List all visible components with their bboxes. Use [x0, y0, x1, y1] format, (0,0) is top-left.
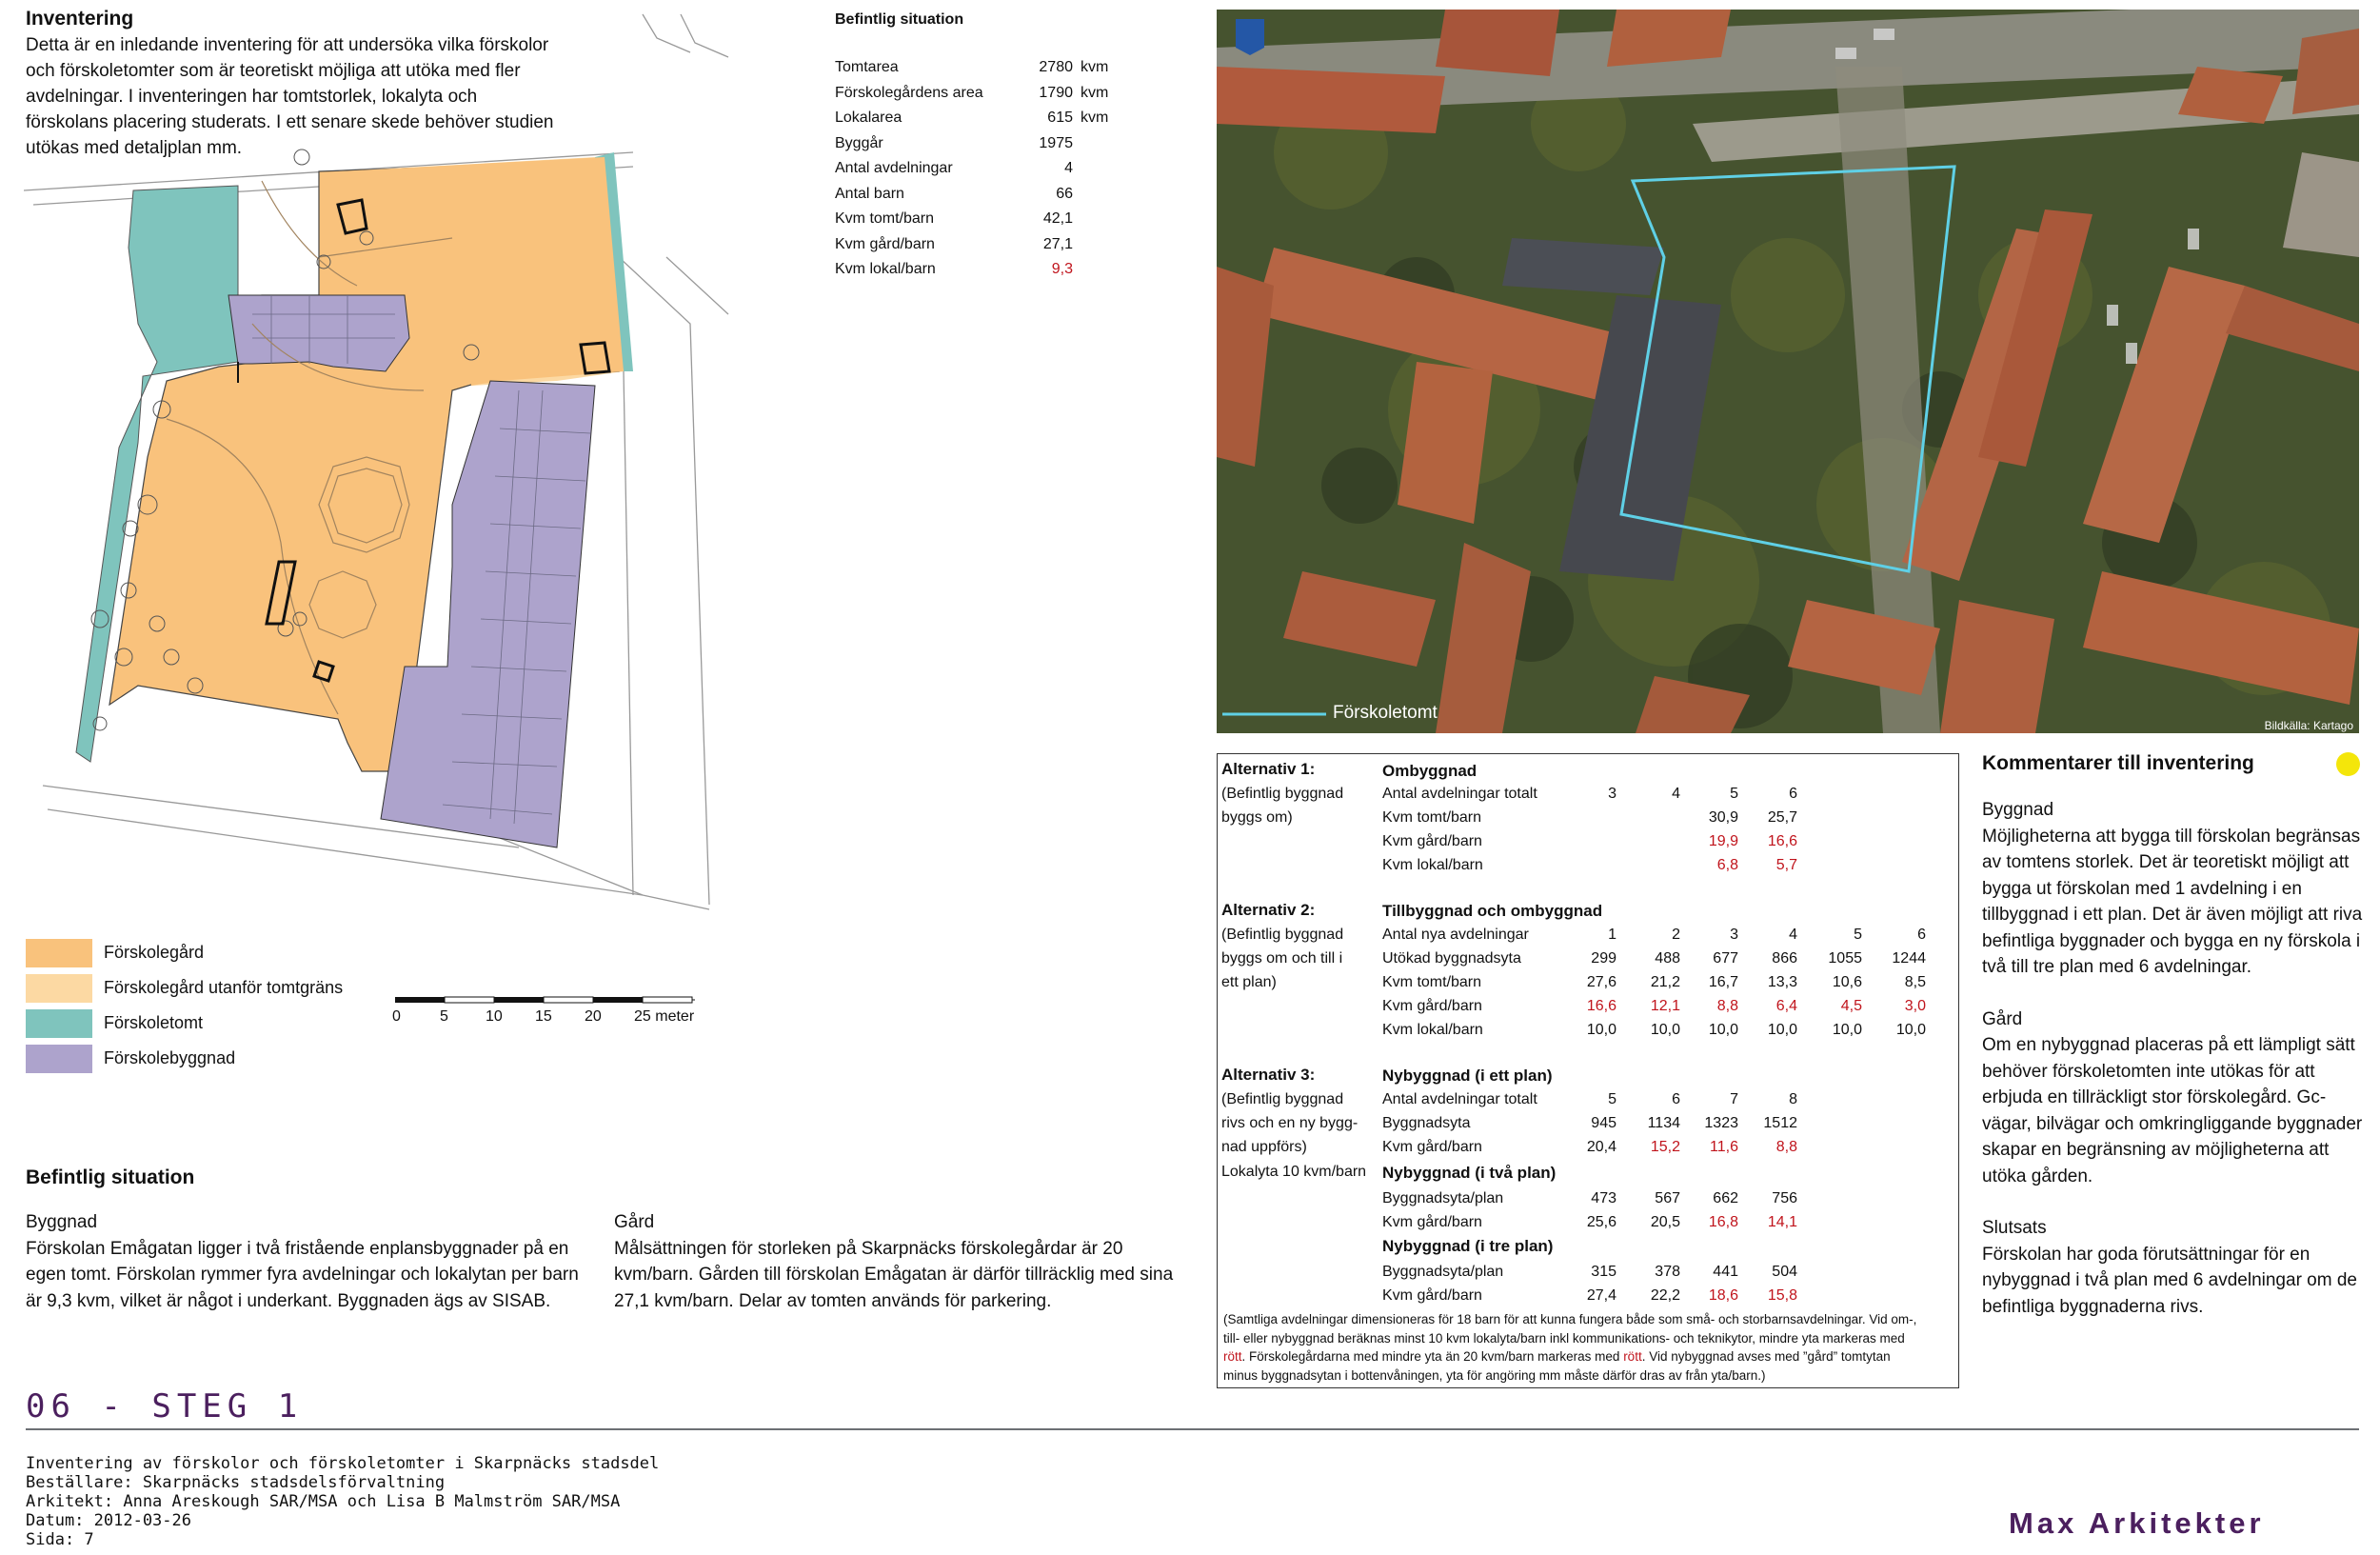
- footer-line: Sida: 7: [26, 1530, 94, 1549]
- comments-slutsats-heading: Slutsats: [1982, 1218, 2047, 1238]
- alt-row-label: Kvm gård/barn: [1382, 998, 1482, 1014]
- alt-row-value: 16,6: [1767, 833, 1797, 849]
- alt-row-value: 315: [1591, 1264, 1616, 1280]
- alt-row-value: 2: [1672, 927, 1680, 943]
- alt-row-value: 10,0: [1895, 1022, 1926, 1038]
- alt-row-label: Antal avdelningar totalt: [1382, 1091, 1537, 1107]
- alt-row-label: Kvm gård/barn: [1382, 1287, 1482, 1304]
- scale-tick: 25 meter: [634, 1008, 695, 1025]
- alt-row-value: 6,8: [1716, 857, 1738, 873]
- alt-row-value: 30,9: [1708, 809, 1738, 826]
- alt-row-value: 10,0: [1650, 1022, 1680, 1038]
- alt-row-value: 16,6: [1586, 998, 1616, 1014]
- footer-line: Arkitekt: Anna Areskough SAR/MSA och Lisa B Malmström SAR/MSA: [26, 1492, 621, 1511]
- stats-row: Tomtarea 2780 kvm: [835, 59, 1109, 76]
- stats-row: Byggår 1975: [835, 134, 1073, 151]
- alt-row-value: [1559, 830, 1616, 853]
- alt-row-value: [1623, 830, 1680, 853]
- alt-row-value: 27,4: [1586, 1287, 1616, 1304]
- photo-credit: Bildkälla: Kartago: [2264, 719, 2353, 732]
- alt-row-value: 299: [1591, 950, 1616, 967]
- comments-byggnad-heading: Byggnad: [1982, 800, 2054, 820]
- alt-row-value: 10,0: [1708, 1022, 1738, 1038]
- alt-row-value: 25,6: [1586, 1214, 1616, 1230]
- comments-gard-heading: Gård: [1982, 1008, 2023, 1029]
- alt-row-value: 10,0: [1832, 1022, 1862, 1038]
- alt-row-value: 8,8: [1716, 998, 1738, 1014]
- legend-item-forskolegard-utanfor: Förskolegård utanför tomtgräns: [26, 970, 343, 1006]
- alt-row-value: 504: [1772, 1264, 1797, 1280]
- scale-tick: 10: [486, 1008, 503, 1025]
- swatch: [26, 939, 92, 967]
- stats-table: [835, 11, 1121, 283]
- alt-row-label: Byggnadsyta/plan: [1382, 1190, 1504, 1206]
- alt2-title: Alternativ 2:: [1221, 901, 1316, 919]
- alt-row-value: 5: [1854, 927, 1862, 943]
- alt1-title: Alternativ 1:: [1221, 760, 1316, 778]
- alt-row-value: 18,6: [1708, 1287, 1738, 1304]
- alt-row-value: 19,9: [1708, 833, 1738, 849]
- alt-row-value: 5: [1730, 786, 1738, 802]
- alt-row-value: [1623, 854, 1680, 877]
- stats-row: Förskolegårdens area 1790 kvm: [835, 84, 1109, 101]
- situation-gard: Gård Målsättningen för storleken på Skarpnäcks förskolegårdar är 20 kvm/barn. Gården till förskolan Emågatan är därför tillräcklig med sina 27,1 kvm/barn. Delar av tomten används för parkering.: [614, 1212, 1174, 1311]
- alt2-desc: (Befintlig byggnad: [1221, 927, 1344, 943]
- alt-row-value: 6: [1917, 927, 1926, 943]
- stats-row: Kvm lokal/barn 9,3: [835, 261, 1073, 278]
- alt3-heading3: Nybyggnad (i tre plan): [1382, 1237, 1554, 1255]
- alt-row-value: 10,0: [1767, 1022, 1797, 1038]
- alt-row-value: 756: [1772, 1190, 1797, 1206]
- legend-item-forskolebyggnad: Förskolebyggnad: [26, 1041, 343, 1076]
- scale-tick: 15: [535, 1008, 552, 1025]
- alt-row-label: Kvm tomt/barn: [1382, 809, 1482, 826]
- site-plan: [24, 10, 738, 919]
- alt-row-value: 15,8: [1767, 1287, 1797, 1304]
- photo-legend-label: Förskoletomt: [1333, 703, 1438, 723]
- alt1-desc: (Befintlig byggnad: [1221, 786, 1344, 802]
- alt-row-value: 27,6: [1586, 974, 1616, 990]
- alternatives-table: [1217, 753, 1959, 1388]
- alt-row-value: 5,7: [1775, 857, 1797, 873]
- situation-byggnad: Byggnad Förskolan Emågatan ligger i två fristående enplansbyggnader på en egen tomt. Förskolan rymmer fyra avdelningar och lokalytan per barn är 9,3 kvm, vilket är något i underkant. Byggnaden ägs av SISAB.: [26, 1212, 579, 1311]
- alt-row-value: 6: [1789, 786, 1797, 802]
- comments-gard: Om en nybyggnad placeras på ett lämpligt sätt behöver förskoletomten inte utökas för att erbjuda en tillräckligt stor förskolegård. Gc-vägar, bilvägar och omkringliggande byggnader skapar en begränsning av möjligheterna att utöka gården.: [1982, 1035, 2363, 1186]
- intro-title: Inventering: [26, 8, 134, 30]
- alt-row-value: 4: [1789, 927, 1797, 943]
- alt-row-value: 8: [1789, 1091, 1797, 1107]
- comments: [1982, 748, 2368, 1320]
- situation-title: Befintlig situation: [26, 1166, 195, 1188]
- alt-row-value: 25,7: [1767, 809, 1797, 826]
- alt-row-value: 3,0: [1904, 998, 1926, 1014]
- alt-row-label: Byggnadsyta: [1382, 1115, 1471, 1131]
- alt-row-value: 945: [1591, 1115, 1616, 1131]
- alt-row-value: 22,2: [1650, 1287, 1680, 1304]
- alt-row-value: 7: [1730, 1091, 1738, 1107]
- alt-row-value: 1: [1608, 927, 1616, 943]
- alt-row-label: Kvm gård/barn: [1382, 833, 1482, 849]
- alt-row-label: Antal nya avdelningar: [1382, 927, 1529, 943]
- alt-row-value: 5: [1608, 1091, 1616, 1107]
- stats-row: Kvm tomt/barn 42,1: [835, 210, 1073, 228]
- alt-row-value: 14,1: [1767, 1214, 1797, 1230]
- alt-row-value: 10,0: [1586, 1022, 1616, 1038]
- footer-divider: [26, 1428, 2359, 1430]
- alt1-desc: byggs om): [1221, 809, 1293, 826]
- alt-row-value: 10,6: [1832, 974, 1862, 990]
- alt-row-value: 1134: [1647, 1115, 1680, 1131]
- alt-row-value: 8,8: [1775, 1139, 1797, 1155]
- alt-row-value: 20,4: [1586, 1139, 1616, 1155]
- footer-line: Beställare: Skarpnäcks stadsdelsförvaltning: [26, 1473, 446, 1492]
- comments-slutsats: Förskolan har goda förutsättningar för en nybyggnad i två plan med 6 avdelningar om de befintliga byggnaderna rivs.: [1982, 1244, 2357, 1317]
- alt-row-value: 378: [1655, 1264, 1680, 1280]
- table-note: (Samtliga avdelningar dimensioneras för 18 barn för att kunna fungera både som små- och storbarnsavdelningar. Vid om-, till- eller nybyggnad beräknas minst 10 kvm lokalyta/barn inkl kommunikations- och teknikytor, mindre yta markeras med rött. Förskolegårdarna med mindre yta än 20 kvm/barn markeras med rött. Vid nybyggnad avses med ”gård” tomtytan minus byggnadsytan i bottenvåningen, yta för angöring mm måste därför dras av från yta/barn.): [1223, 1312, 1917, 1383]
- comments-byggnad: Möjligheterna att bygga till förskolan begränsas av tomtens storlek. Det är teoretiskt möjligt att bygga ut förskolan med 1 avdelning i en tillbyggnad i ett plan. Det är även möjligt att riva befintliga byggnader och bygga en ny förskola i två till tre plan med 6 avdelningar.: [1982, 826, 2363, 977]
- alt-row-label: Kvm lokal/barn: [1382, 857, 1483, 873]
- alt-row-value: 20,5: [1650, 1214, 1680, 1230]
- alt-row-value: 677: [1713, 950, 1738, 967]
- swatch: [26, 1045, 92, 1073]
- alt-row-value: [1559, 854, 1616, 877]
- alt-row-value: 1512: [1763, 1115, 1797, 1131]
- alt3-heading1: Nybyggnad (i ett plan): [1382, 1067, 1553, 1085]
- legend: [26, 935, 343, 1076]
- stats-title: Befintlig situation: [835, 11, 964, 28]
- alt3-desc: nad uppförs): [1221, 1139, 1307, 1155]
- alt3-heading2: Nybyggnad (i två plan): [1382, 1164, 1557, 1182]
- alt-row-label: Kvm lokal/barn: [1382, 1022, 1483, 1038]
- alt-row-label: Kvm gård/barn: [1382, 1214, 1482, 1230]
- alt-row-value: 1323: [1704, 1115, 1738, 1131]
- alt3-desc: Lokalyta 10 kvm/barn: [1221, 1164, 1367, 1180]
- alt-row-value: 1244: [1892, 950, 1926, 967]
- alt-row-value: [1623, 807, 1680, 829]
- alt-row-value: 662: [1713, 1190, 1738, 1206]
- alt3-desc: rivs och en ny bygg-: [1221, 1115, 1359, 1131]
- aerial-photo: [1217, 10, 2359, 733]
- footer-line: Datum: 2012-03-26: [26, 1511, 191, 1530]
- intro-text: Detta är en inledande inventering för att undersöka vilka förskolor och förskoletomter som är teoretiskt möjliga att utöka med fler avdelningar. I inventeringen har tomtstorlek, lokalyta och förskolans placering studerats. I ett senare skede behöver studien utökas med detaljplan mm.: [26, 35, 554, 158]
- alt-row-label: Byggnadsyta/plan: [1382, 1264, 1504, 1280]
- alt-row-value: 12,1: [1650, 998, 1680, 1014]
- alt2-heading: Tillbyggnad och ombyggnad: [1382, 902, 1603, 920]
- alt-row-value: 21,2: [1650, 974, 1680, 990]
- legend-item-forskolegard: Förskolegård: [26, 935, 343, 970]
- alt3-title: Alternativ 3:: [1221, 1066, 1316, 1084]
- scale-tick: 20: [585, 1008, 602, 1025]
- alt-row-value: 16,7: [1708, 974, 1738, 990]
- alt-row-label: Kvm tomt/barn: [1382, 974, 1482, 990]
- swatch: [26, 1009, 92, 1038]
- alt-row-value: 8,5: [1904, 974, 1926, 990]
- alt-row-value: 567: [1655, 1190, 1680, 1206]
- status-dot-icon: [2336, 752, 2360, 776]
- stats-row: Antal avdelningar 4: [835, 160, 1073, 177]
- alt-row-label: Utökad byggnadsyta: [1382, 950, 1521, 967]
- stats-row: Lokalarea 615 kvm: [835, 110, 1109, 127]
- legend-item-forskoletomt: Förskoletomt: [26, 1006, 343, 1041]
- stats-row: Kvm gård/barn 27,1: [835, 235, 1073, 252]
- scale-tick: 0: [392, 1008, 401, 1025]
- scale-tick: 5: [440, 1008, 448, 1025]
- building-north: [228, 295, 409, 371]
- alt-row-value: 16,8: [1708, 1214, 1738, 1230]
- stats-row: Antal barn 66: [835, 185, 1073, 202]
- alt-row-value: 441: [1713, 1264, 1738, 1280]
- alt-row-value: [1559, 807, 1616, 829]
- alt-row-value: 13,3: [1767, 974, 1797, 990]
- comments-title: Kommentarer till inventering: [1982, 752, 2254, 774]
- step-title: 06 - STEG 1: [26, 1387, 304, 1425]
- alt-row-value: 6: [1672, 1091, 1680, 1107]
- alt-row-value: 11,6: [1710, 1139, 1738, 1155]
- scale-bar: [392, 995, 706, 1025]
- alt-row-value: 3: [1608, 786, 1616, 802]
- alt-row-value: 3: [1730, 927, 1738, 943]
- alt-row-value: 6,4: [1775, 998, 1797, 1014]
- alt3-desc: (Befintlig byggnad: [1221, 1091, 1344, 1107]
- company-logo: Max Arkitekter: [2009, 1506, 2265, 1540]
- alt-row-label: Kvm gård/barn: [1382, 1139, 1482, 1155]
- alt-row-value: 1055: [1828, 950, 1862, 967]
- alt-row-value: 4: [1672, 786, 1680, 802]
- alt-row-value: 488: [1655, 950, 1680, 967]
- alt2-desc: ett plan): [1221, 974, 1277, 990]
- swatch: [26, 974, 92, 1003]
- alt-row-label: Antal avdelningar totalt: [1382, 786, 1537, 802]
- alt2-desc: byggs om och till i: [1221, 950, 1343, 967]
- footer-line: Inventering av förskolor och förskoletomter i Skarpnäcks stadsdel: [26, 1454, 660, 1473]
- alt-row-value: 473: [1591, 1190, 1616, 1206]
- alt-row-value: 4,5: [1840, 998, 1862, 1014]
- alt1-heading: Ombyggnad: [1382, 762, 1478, 780]
- alt-row-value: 866: [1772, 950, 1797, 967]
- alt-row-value: 15,2: [1650, 1139, 1680, 1155]
